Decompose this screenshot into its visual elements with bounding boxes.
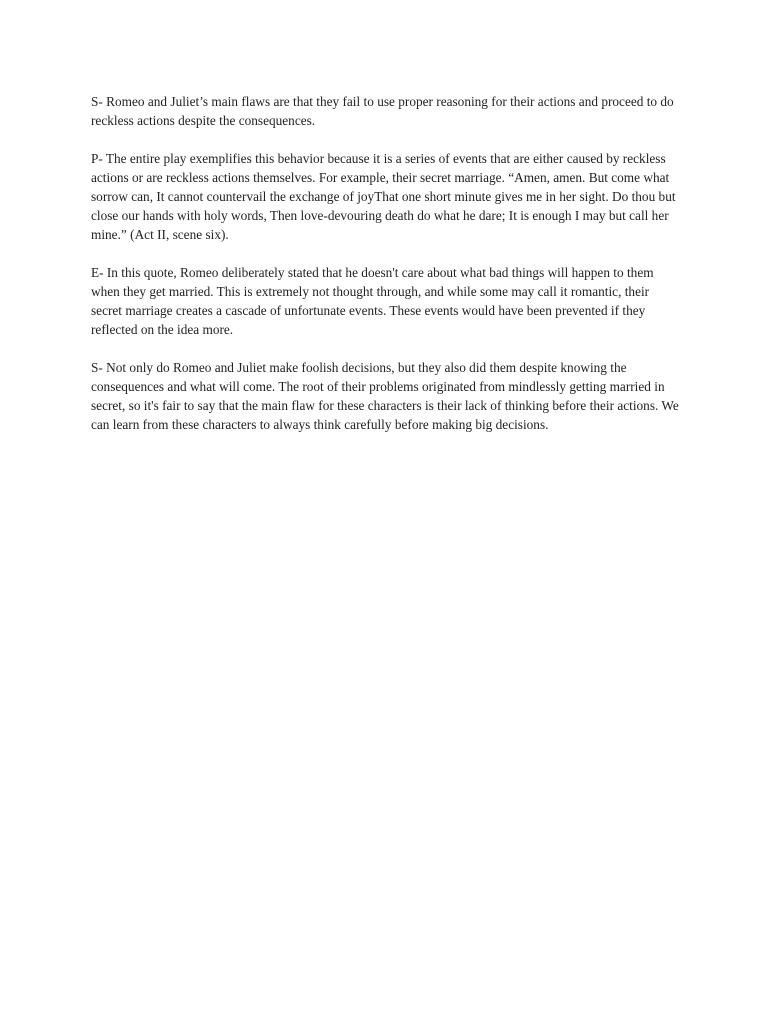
paragraph-explanation: E- In this quote, Romeo deliberately stated that he doesn't care about what bad things will happen to them when they get married. This is extremely not thought through, and while some may call it romantic, their secret marriage creates a cascade of unfortunate events. These events would have been prevented if they reflected on the idea more. <box>91 265 654 337</box>
document-body <box>91 92 681 453</box>
paragraph-summary: S- Not only do Romeo and Juliet make foolish decisions, but they also did them despite knowing the consequences and what will come. The root of their problems originated from mindlessly getting married in secret, so it's fair to say that the main flaw for these characters is their lack of thinking before their actions. We can learn from these characters to always think carefully before making big decisions. <box>91 360 679 432</box>
paragraph-statement: S- Romeo and Juliet’s main flaws are that they fail to use proper reasoning for their actions and proceed to do reckless actions despite the consequences. <box>91 94 674 128</box>
paragraph-proof: P- The entire play exemplifies this behavior because it is a series of events that are either caused by reckless actions or are reckless actions themselves. For example, their secret marriage. “Amen, amen. But come what sorrow can, It cannot countervail the exchange of joyThat one short minute gives me in her sight. Do thou but close our hands with holy words, Then love-devouring death do what he dare; It is enough I may but call her mine.” (Act II, scene six). <box>91 151 676 242</box>
